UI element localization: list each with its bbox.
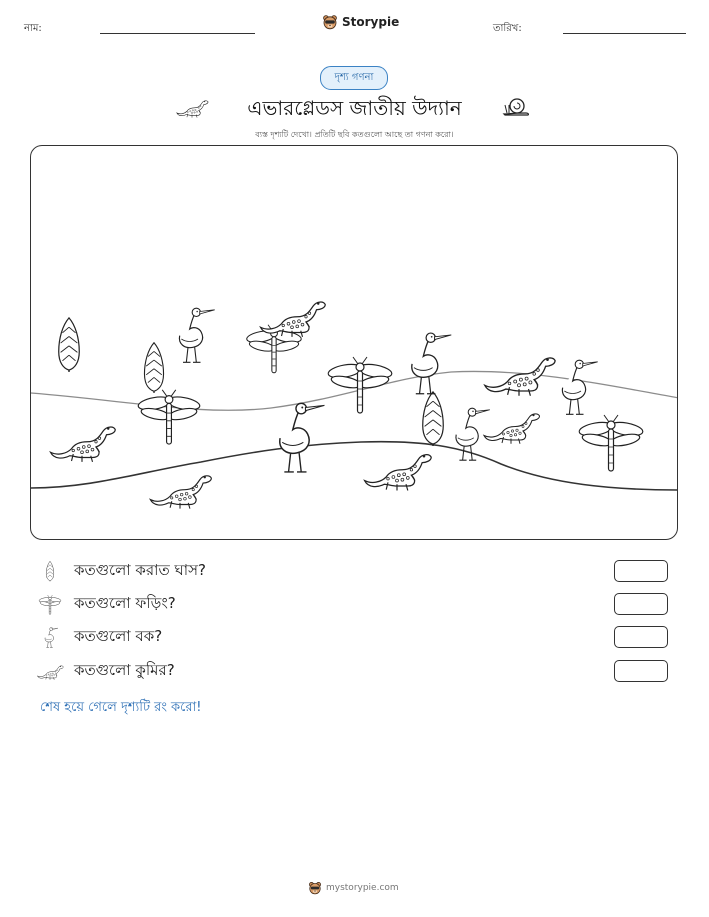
closing-instruction: শেষ হয়ে গেলে দৃশ্যটি রং করো! [40, 700, 202, 715]
count-scene [30, 145, 678, 540]
answer-box[interactable] [614, 660, 668, 682]
question-text: কতগুলো করাত ঘাস? [74, 560, 206, 579]
snail-icon [502, 95, 530, 119]
answer-box[interactable] [614, 560, 668, 582]
heron [179, 308, 214, 362]
footer-url[interactable]: mystorypie.com [326, 883, 399, 893]
alligator [365, 455, 432, 491]
heron [562, 360, 597, 414]
scene-canvas [31, 146, 678, 540]
question-row [36, 592, 176, 616]
name-label: নাম: [24, 23, 42, 34]
question-text: কতগুলো ফড়িং? [74, 593, 176, 612]
question-text: কতগুলো কুমির? [74, 660, 175, 679]
sawgrass [144, 343, 163, 393]
near-bank-line [31, 442, 678, 490]
page-title: এভারগ্লেডস জাতীয় উদ্যান [247, 96, 462, 120]
alligator [51, 427, 116, 462]
sawgrass-icon [36, 560, 64, 582]
date-line[interactable] [563, 33, 686, 34]
bear-icon [308, 881, 322, 895]
heron [280, 403, 325, 472]
brand-name: Storypie [342, 15, 400, 29]
sawgrass [423, 392, 444, 446]
dragonfly [137, 390, 201, 444]
question-row [36, 659, 175, 683]
heron [456, 408, 490, 460]
brand-logo [322, 14, 399, 30]
question-row [36, 625, 162, 649]
date-label: তারিখ: [493, 23, 522, 34]
question-text: কতগুলো বক? [74, 626, 163, 645]
alligator [261, 302, 326, 337]
heron-icon [36, 626, 64, 648]
name-line[interactable] [100, 33, 255, 34]
dragonfly [578, 415, 644, 471]
answer-box[interactable] [614, 593, 668, 615]
question-row [36, 559, 206, 583]
heron [412, 333, 451, 394]
footer [308, 881, 399, 895]
dragonfly [327, 357, 393, 413]
answer-box[interactable] [614, 626, 668, 648]
worksheet-tag: দৃশ্য গণনা [320, 66, 388, 90]
alligator [485, 358, 555, 396]
instructions: ব্যস্ত দৃশ্যটি দেখো। প্রতিটি ছবি কতগুলো আছে তা গণনা করো। [255, 130, 454, 139]
dragonfly-icon [36, 593, 64, 615]
alligator-icon [36, 660, 64, 682]
alligator [150, 476, 211, 509]
alligator [484, 414, 540, 444]
sawgrass [59, 318, 80, 372]
bear-icon [322, 14, 338, 30]
